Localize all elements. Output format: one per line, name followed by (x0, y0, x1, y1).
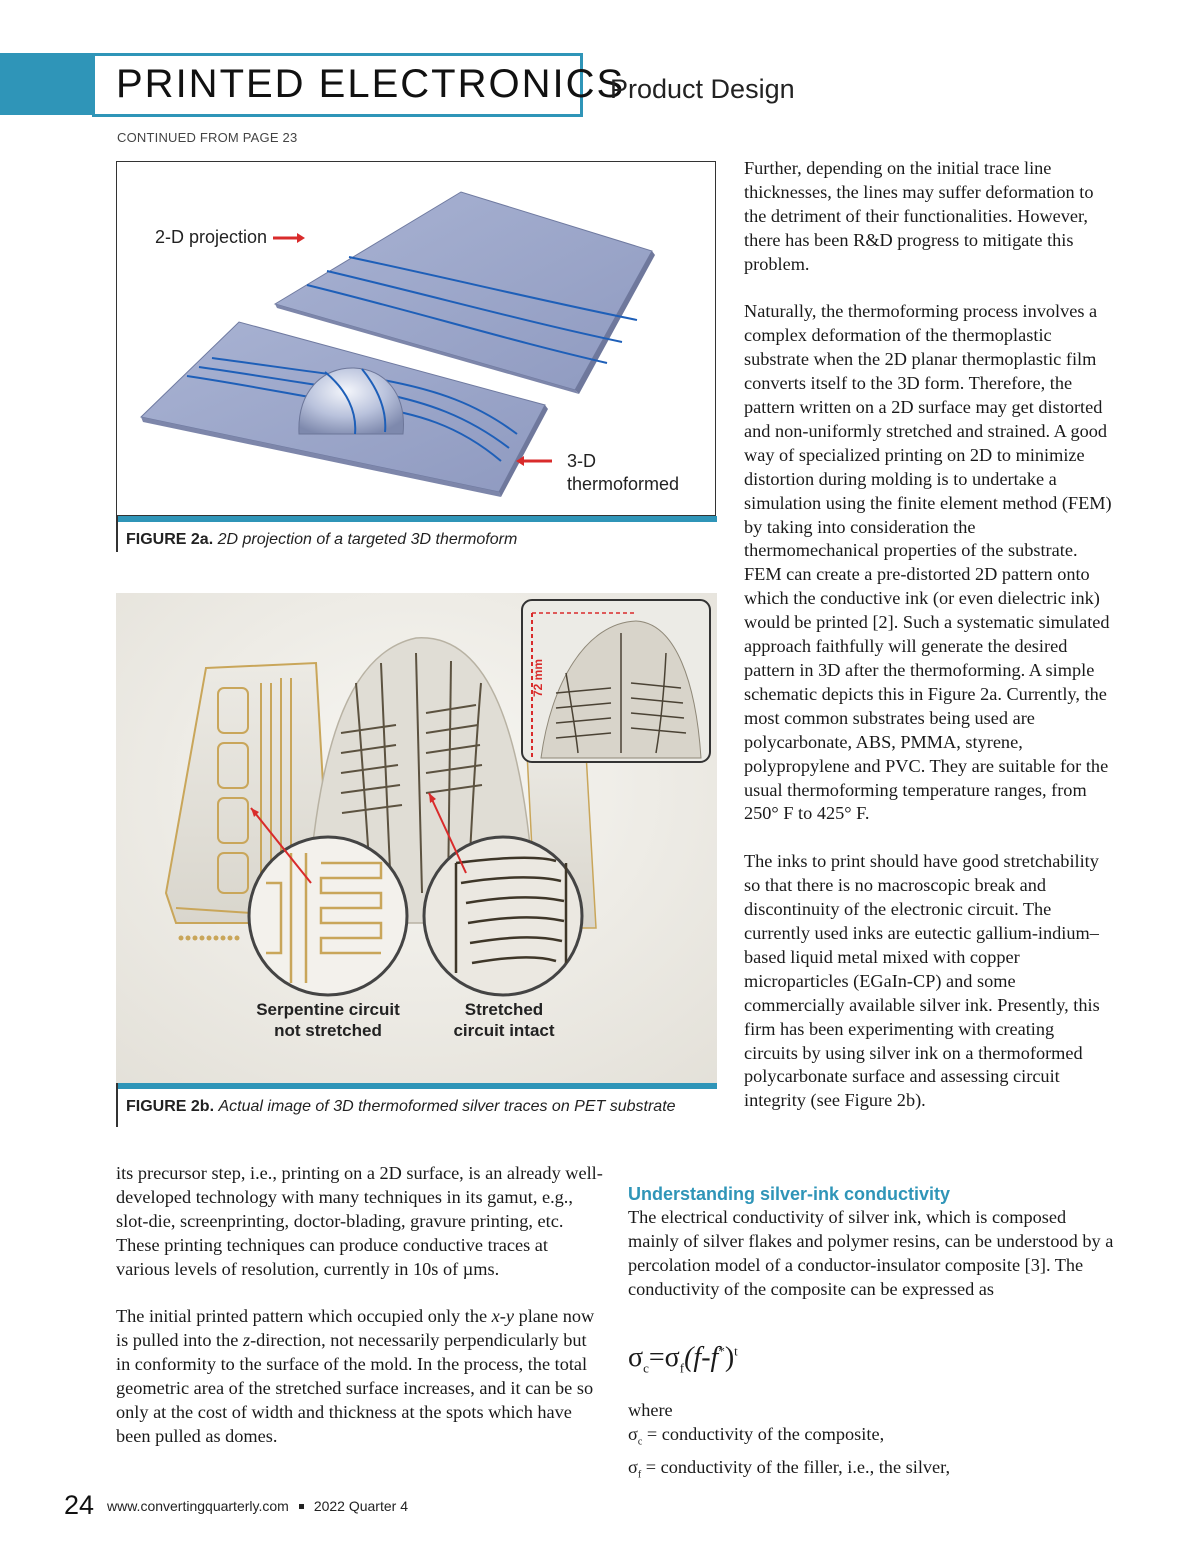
figure-2a (116, 161, 716, 516)
right-column-text (744, 157, 1112, 1137)
figure-2a-label: FIGURE 2a. (126, 531, 214, 548)
footer (107, 1498, 408, 1514)
left-column-text (116, 1162, 604, 1473)
definition-2-symbol: σ (628, 1456, 638, 1477)
formula-exp: t (734, 1343, 738, 1359)
thermoformed-label (567, 450, 679, 496)
definition-2-text: = conductivity of the filler, i.e., the silver, (641, 1456, 951, 1477)
figure-2b-caption-line (116, 1083, 118, 1127)
footer-separator (299, 1504, 304, 1509)
page-number: 24 (64, 1490, 95, 1520)
figure-2b-caption (126, 1098, 676, 1116)
section-subtitle: Product Design (610, 74, 795, 104)
definition-1-sub: c (637, 1436, 643, 1448)
left-p2-xy: x-y (491, 1306, 514, 1327)
formula-close: ) (724, 1342, 735, 1373)
formula-sub-f: f (679, 1360, 685, 1376)
right-inset-label-line1: Stretched (464, 1000, 544, 1019)
figure-2b-rule (116, 1083, 717, 1089)
projection-label: 2-D projection (155, 227, 268, 247)
left-inset-label-line1: Serpentine circuit (256, 1000, 400, 1019)
figure-2b-caption-text: Actual image of 3D thermoformed silver traces on PET substrate (218, 1098, 676, 1115)
formula-definitions (628, 1398, 1108, 1487)
inset-measure: 72 mm (531, 658, 545, 697)
figure-2a-caption-line (116, 516, 118, 552)
left-p2-part-a: The initial printed pattern which occupied only the (116, 1306, 492, 1327)
right-paragraph-2: Naturally, the thermoforming process involves a complex deformation of the thermoplastic substrate when the 2D planar thermoplastic film converts itself to the 3D form. Therefore, the pattern written on a 2D surface may get distorted and non-uniformly stretched and strained. A good way of specialized printing on 2D to minimize distortion during molding is to undertake a simulation using the finite element method (FEM) by taking into consideration the thermomechanical properties of the substrate. FEM can create a pre-distorted 2D pattern onto which the conductive ink (or even dielectric ink) would be printed [2]. Such a systematic simulated approach faithfully will generate the desired pattern in 3D after the thermoforming. A simple schematic depicts this in Figure 2a. Currently, the most common substrates being used are polycarbonate, ABS, PMMA, styrene, polypropylene and PVC. They are suitable for the usual thermoforming temperature ranges, from 250° F to 425° F. (744, 301, 1112, 824)
right-paragraph-1: Further, depending on the initial trace line thicknesses, the lines may suffer deformation to the detriment of their functionalities. However, there has been R&D progress to mitigate this problem. (744, 158, 1094, 274)
thermoformed-label-line2: thermoformed (567, 474, 680, 494)
left-p2-part-b: plane now is pulled into the (116, 1306, 595, 1351)
formula-sigma: σ (628, 1342, 644, 1373)
left-p2-part-c: -direction, not necessarily perpendicularly but in conformity to the surface of the mold. In the process, the total geometric area of the stretched surface increases, and it can be so only at the cost of width and thickness at the spots which have been pulled as domes. (116, 1330, 594, 1446)
thermoformed-label-line1: 3-D (567, 451, 597, 471)
footer-url[interactable]: www.convertingquarterly.com (107, 1498, 289, 1514)
definition-1 (628, 1422, 1108, 1455)
formula-eq: =σ (648, 1342, 680, 1373)
figure-2b (116, 593, 717, 1085)
definition-1-text: = conductivity of the composite, (642, 1424, 885, 1444)
left-p2-z: z (242, 1330, 251, 1351)
definition-2 (628, 1455, 1108, 1488)
definition-2-sub: f (637, 1469, 642, 1481)
conductivity-section (628, 1182, 1118, 1326)
right-paragraph-3: The inks to print should have good stretchability so that there is no macroscopic break and discontinuity of the electronic circuit. The currently used inks are eutectic gallium-indium–based liquid metal mixed with copper microparticles (EGaIn-CP) and some commercially available silver ink. Presently, this firm has been experimenting with creating circuits by using silver ink on a thermoformed polycarbonate surface and assessing circuit integrity (see Figure 2b). (744, 851, 1100, 1111)
left-paragraph-1: its precursor step, i.e., printing on a 2D surface, is an already well-developed technology with many techniques in its gamut, e.g., slot-die, screenprinting, doctor-blading, gravure printing, etc. These printing techniques can produce conductive traces at various levels of resolution, currently in 10s of µms. (116, 1163, 603, 1279)
section-heading: Understanding silver-ink conductivity (628, 1184, 951, 1204)
figure-2a-caption (126, 531, 517, 549)
section-title: PRINTED ELECTRONICS (116, 62, 626, 106)
conductivity-formula (628, 1342, 738, 1377)
formula-body: (f-f (684, 1342, 719, 1373)
figure-2a-caption-text: 2D projection of a targeted 3D thermoform (217, 531, 518, 548)
figure-2a-rule (116, 516, 717, 522)
header-accent-bar (0, 53, 94, 115)
definition-1-symbol: σ (628, 1424, 638, 1444)
left-inset-label-line2: not stretched (274, 1021, 382, 1040)
right-inset-label (424, 999, 584, 1041)
section-paragraph-1: The electrical conductivity of silver ink, which is composed mainly of silver flakes and polymer resins, can be understood by a percolation model of a conductor-insulator composite [3]. The conductivity of the composite can be expressed as (628, 1207, 1114, 1299)
right-inset-label-line2: circuit intact (453, 1021, 555, 1040)
left-paragraph-2 (116, 1305, 604, 1448)
formula-star: * (718, 1343, 725, 1359)
formula-sub-c: c (643, 1360, 649, 1376)
figure-2b-label: FIGURE 2b. (126, 1098, 215, 1115)
left-inset-label (233, 999, 423, 1041)
footer-issue: 2022 Quarter 4 (313, 1498, 408, 1514)
continued-note: CONTINUED FROM PAGE 23 (117, 130, 298, 145)
definitions-where: where (628, 1400, 673, 1420)
